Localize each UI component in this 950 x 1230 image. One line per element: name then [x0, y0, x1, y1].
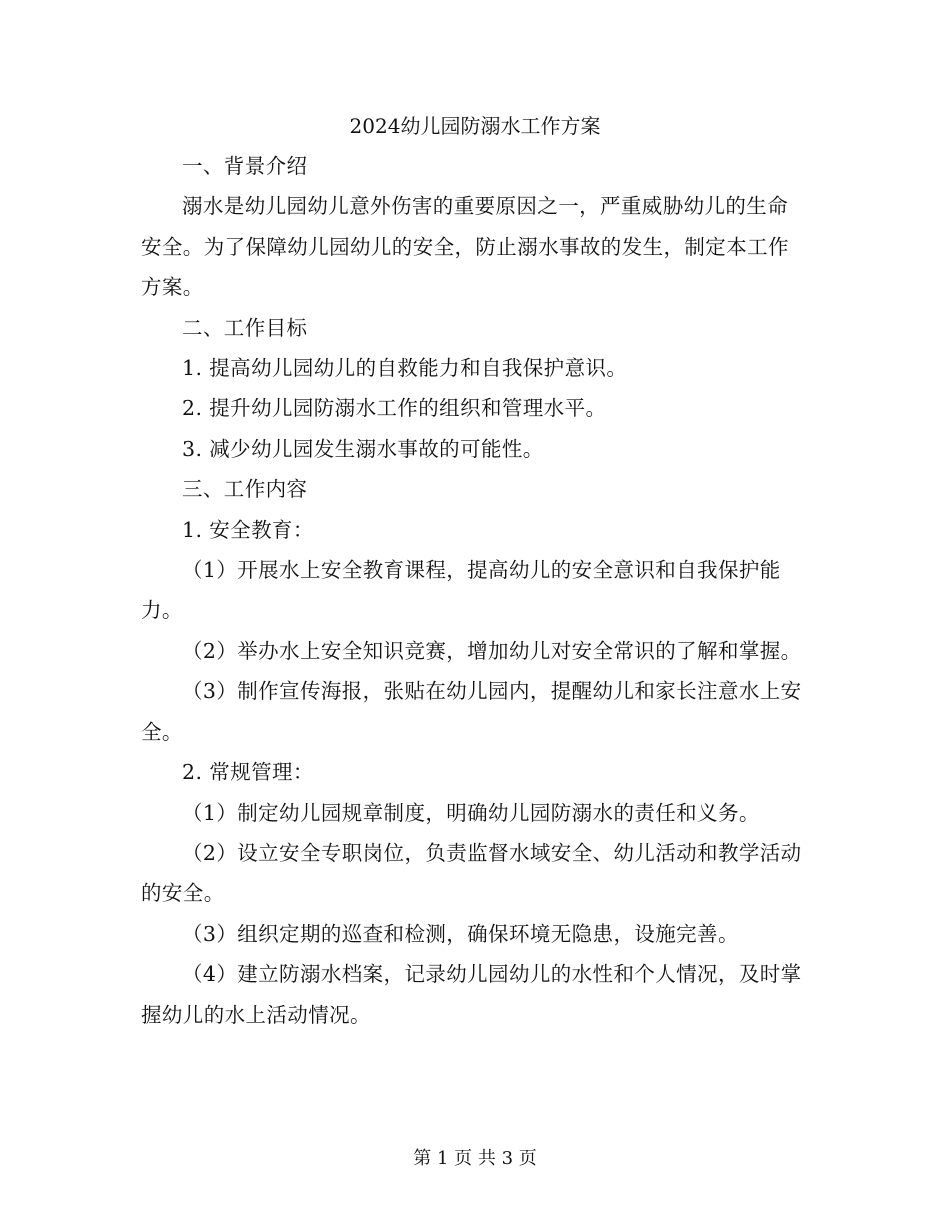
paragraph-background: 溺水是幼儿园幼儿意外伤害的重要原因之一，严重威胁幼儿的生命安全。为了保障幼儿园幼儿的安全，防止溺水事故的发生，制定本工作方案。: [141, 194, 789, 300]
education-item-2: （2）举办水上安全知识竞赛，增加幼儿对安全常识的了解和掌握。: [182, 638, 802, 663]
heading-goals: 二、工作目标: [182, 315, 308, 340]
education-item-3: （3）制作宣传海报，张贴在幼儿园内，提醒幼儿和家长注意水上安全。: [141, 679, 802, 744]
page-footer: 第 1 页 共 3 页: [413, 1148, 537, 1169]
goal-item-1: 1. 提高幼儿园幼儿的自救能力和自我保护意识。: [182, 356, 628, 381]
education-item-1: （1）开展水上安全教育课程，提高幼儿的安全意识和自我保护能力。: [141, 558, 781, 623]
goal-item-3: 3. 减少幼儿园发生溺水事故的可能性。: [182, 436, 544, 461]
heading-content: 三、工作内容: [182, 477, 308, 502]
subheading-safety-education: 1. 安全教育：: [182, 517, 314, 542]
management-item-4: （4）建立防溺水档案，记录幼儿园幼儿的水性和个人情况，及时掌握幼儿的水上活动情况。: [141, 962, 802, 1027]
management-item-1: （1）制定幼儿园规章制度，明确幼儿园防溺水的责任和义务。: [182, 800, 760, 825]
document-body: [141, 146, 807, 1035]
subheading-routine-management: 2. 常规管理：: [182, 760, 314, 785]
document-title: 2024幼儿园防溺水工作方案: [349, 114, 601, 138]
management-item-3: （3）组织定期的巡查和检测，确保环境无隐患，设施完善。: [182, 921, 739, 946]
heading-background: 一、背景介绍: [182, 154, 308, 178]
management-item-2: （2）设立安全专职岗位，负责监督水域安全、幼儿活动和教学活动的安全。: [141, 840, 802, 906]
goal-item-2: 2. 提升幼儿园防溺水工作的组织和管理水平。: [182, 396, 607, 421]
